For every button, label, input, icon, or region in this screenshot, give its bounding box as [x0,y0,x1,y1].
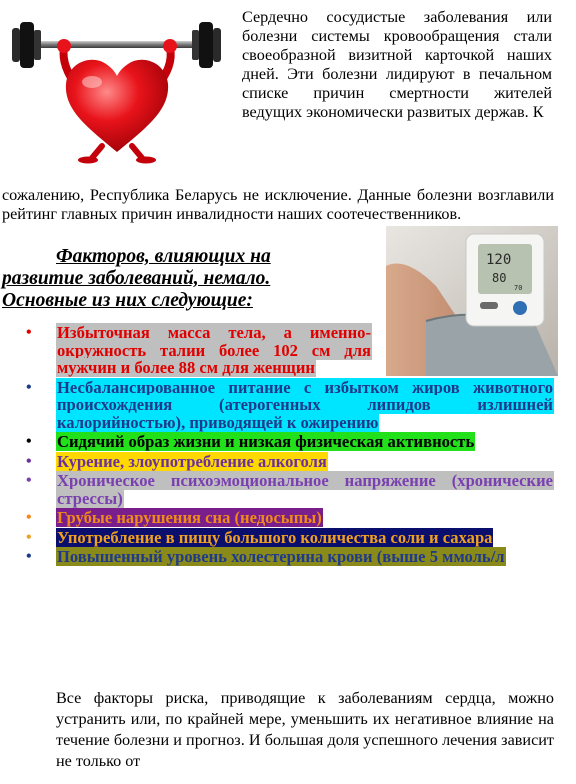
bullet-icon: • [26,452,32,470]
bullet-icon: • [26,509,32,526]
heading-line-1: Факторов, влияющих на [56,246,271,267]
risk-factor-item [0,453,558,471]
risk-factor-text: Употребление в пищу большого количества соли и сахара [57,527,493,547]
bullet-icon: • [26,378,32,396]
risk-factor-text: Несбалансированное питание с избытком жиров животного происхождения (атерогенных липидов излишней калорийностью), приводящей к ожирению [57,377,553,432]
risk-factors-list [0,324,558,566]
conclusion-paragraph: Все факторы риска, приводящие к заболеваниям сердца, можно устранить или, по крайней мере, уменьшить их негативное влияние на течение болезни и прогноз. И большая доля успешного лечения зависит не только от [56,689,554,770]
risk-factor-item [0,433,558,451]
risk-factor-text: Курение, злоупотребление алкоголя [57,451,327,471]
intro-paragraph: Сердечно сосудистые заболевания или болезни системы кровообращения стали своеобразной визитной карточкой наших дней. Эти болезни лидируют в печальном списке причин смертности жителей ведущих экономически развитых держав. К [242,8,552,121]
heart-barbell-illustration [6,6,228,164]
risk-factor-item [0,472,558,507]
risk-factor-item [0,529,558,547]
risk-factor-item [0,548,558,566]
risk-factor-text: Сидячий образ жизни и низкая физическая активность [57,432,475,451]
bullet-icon: • [26,548,32,565]
risk-factor-item [0,379,558,432]
heading-line-3: Основные из них следующие: [2,290,253,311]
risk-factor-text: Хроническое психоэмоциональное напряжение (хронические стрессы) [57,471,553,508]
intro-continuation-text: сожалению, Республика Беларусь не исключение. Данные болезни возглавили рейтинг главных причин инвалидности наших соотечественников. [2,185,554,223]
bullet-icon: • [26,472,32,489]
bullet-icon: • [26,433,32,450]
risk-factor-text: Повышенный уровень холестерина крови (выше 5 ммоль/л [57,547,505,566]
intro-paragraph-continued [2,160,554,225]
risk-factor-item [0,324,558,377]
risk-factor-text: Грубые нарушения сна (недосыпы) [57,508,322,527]
svg-text:70: 70 [514,284,523,292]
risk-factors-heading [2,246,374,312]
svg-text:80: 80 [492,271,507,285]
risk-factor-text: Избыточная масса тела, а именно- окружность талии более 102 см для мужчин и более 88 см для женщин [57,323,371,377]
bullet-icon: • [26,324,32,341]
heading-line-2: развитие заболеваний, немало. [2,268,271,289]
bullet-icon: • [26,528,32,546]
svg-text:120: 120 [486,252,512,268]
risk-factor-item [0,509,558,527]
